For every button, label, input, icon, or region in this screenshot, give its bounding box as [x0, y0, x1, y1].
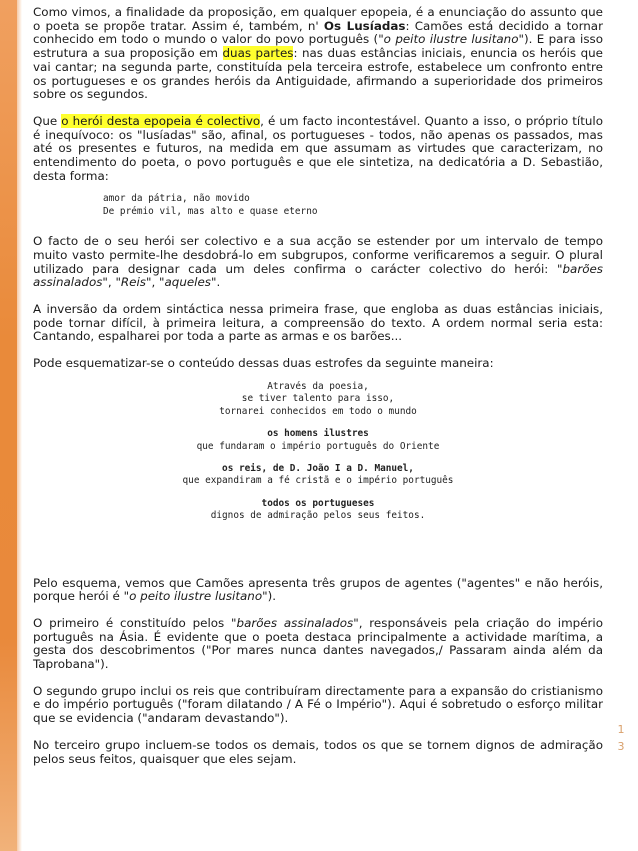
- paragraph-inversao: A inversão da ordem sintáctica nessa primeira frase, que engloba as duas estâncias iniciais, pode tornar difícil, à primeira leitura, a compreensão do texto. A ordem normal seria esta: Cantando, espalharei por toda a parte as armas e os barões...: [33, 302, 603, 344]
- book-title: Os Lusíadas: [323, 18, 406, 33]
- highlight-duas-partes: duas partes: [222, 46, 294, 61]
- verse-quote: [103, 193, 603, 218]
- highlight-heroi-colectivo: o herói desta epopeia é colectivo: [61, 113, 261, 128]
- paragraph-esquema-intro: Pode esquematizar-se o conteúdo dessas duas estrofes da seguinte maneira:: [33, 356, 494, 371]
- spacer: [33, 533, 603, 577]
- paragraph-subgrupos: O facto de o seu herói ser colectivo e a sua acção se estender por um intervalo de tempo muito vasto permite-lhe desdobrá-lo em subgrupos, conforme verificaremos a seguir. O plural utilizado para designar cada um deles confirma o carácter colectivo do herói: "barões assinalados", "Reis", "aqueles".: [33, 234, 603, 290]
- scheme-group-1: os homens ilustres que fundaram o império português do Oriente: [196, 428, 440, 452]
- verse-line: De prémio vil, mas alto e quase eterno: [103, 205, 318, 217]
- decorative-sidebar: [0, 0, 17, 851]
- paragraph-agentes: Pelo esquema, vemos que Camões apresenta três grupos de agentes ("agentes" e não heróis, porque herói é "o peito ilustre lusitano").: [33, 575, 603, 604]
- paragraph-proposicao: Como vimos, a finalidade da proposição, em qualquer epopeia, é a enunciação do assunto que o poeta se propõe tratar. Assim é, também, n' Os Lusíadas: Camões está decidido a tornar conhecido em todo o mundo o valor do povo português ("o peito ilustre lusitano"). E para isso estrutura a sua proposição em duas partes: nas duas estâncias iniciais, enuncia os heróis que vai cantar; na segunda parte, constituída pela terceira estrofe, estabelece um confronto entre os portugueses e os grandes heróis da Antiguidade, afirmando a superioridade dos primeiros sobre os segundos.: [33, 5, 603, 102]
- paragraph-heroi-colectivo: Que o herói desta epopeia é colectivo, é um facto incontestável. Quanto a isso, o próprio título é inequívoco: os "lusíadas" são, afinal, os portugueses - todos, não apenas os passados, mas até os presentes e futuros, na medida em que assumam as virtudes que caracterizam, no entendimento do poeta, o povo português e que ele sintetiza, na dedicatória a D. Sebastião, desta forma:: [33, 113, 603, 183]
- verse-line: amor da pátria, não movido: [103, 193, 250, 205]
- scheme-diagram: [33, 381, 603, 523]
- paragraph-terceiro-grupo: No terceiro grupo incluem-se todos os demais, todos os que se tornem dignos de admiração pelos seus feitos, quaisquer que eles sejam.: [33, 737, 603, 766]
- scheme-group-3: todos os portugueses dignos de admiração pelos seus feitos.: [210, 497, 426, 522]
- page-number: 1 3: [617, 723, 625, 753]
- document-body: [33, 6, 603, 779]
- sidebar-fade: [17, 0, 22, 851]
- paragraph-segundo-grupo: O segundo grupo inclui os reis que contribuíram directamente para a expansão do cristianismo e do império português ("foram dilatando / A Fé o Império"). Aqui é sobretudo o esforço militar que se evidencia ("andaram devastando").: [33, 683, 603, 726]
- paragraph-primeiro-grupo: O primeiro é constituído pelos "barões assinalados", responsáveis pela criação do império português na Ásia. É evidente que o poeta destaca principalmente a actividade marítima, a gesta dos descobrimentos ("Por mares nunca dantes navegados,/ Passaram ainda além da Taprobana").: [33, 615, 603, 672]
- scheme-intro: Através da poesia, se tiver talento para isso, tornarei conhecidos em todo o mundo: [219, 380, 417, 417]
- scheme-group-2: os reis, de D. João I a D. Manuel, que expandiram a fé cristã e o império português: [182, 462, 454, 487]
